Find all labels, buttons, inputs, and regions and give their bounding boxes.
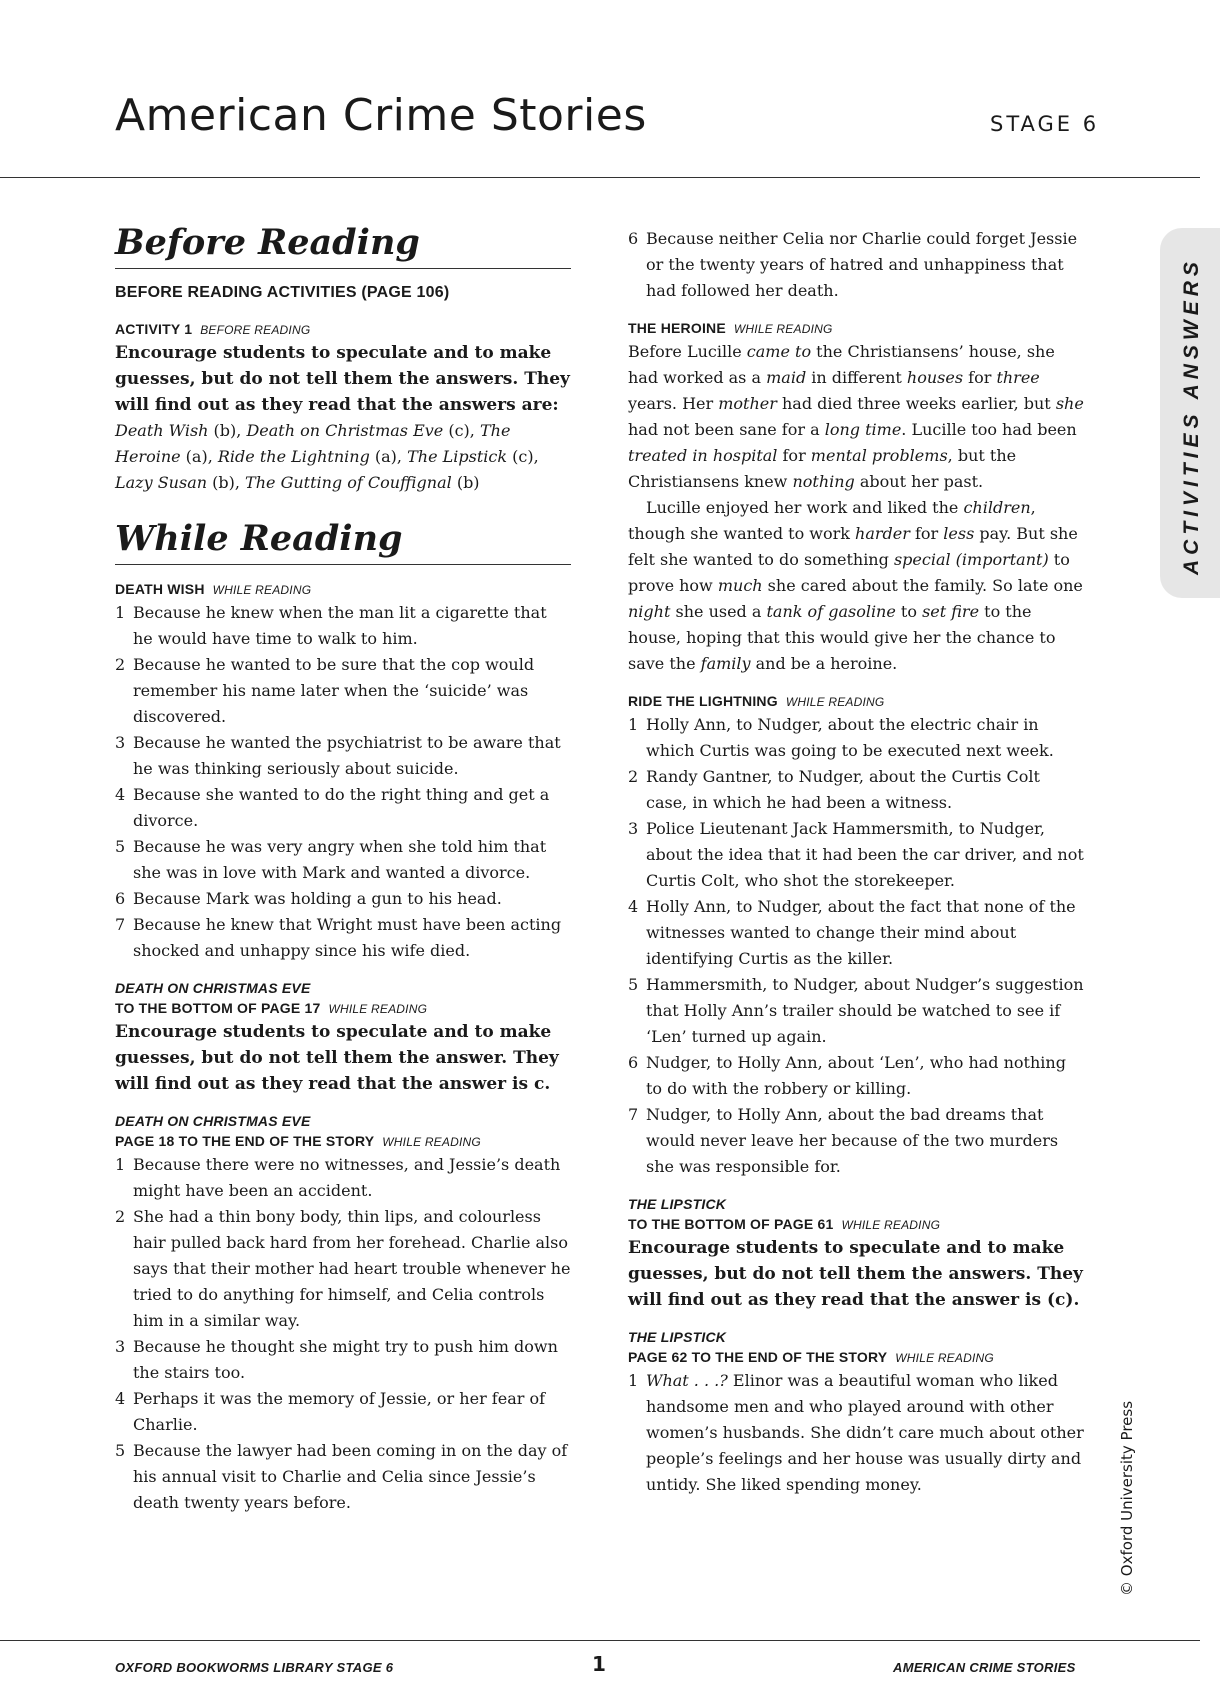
lipstick-a-range-text: TO THE BOTTOM OF PAGE 61: [628, 1216, 834, 1232]
heroine-section: [628, 318, 1086, 677]
christmas-eve-part2: [115, 1111, 571, 1516]
left-column: [115, 222, 571, 1516]
story-answer: (b),: [208, 421, 247, 440]
footer-series: OXFORD BOOKWORMS LIBRARY STAGE 6: [115, 1660, 394, 1675]
item-number: 5: [115, 1441, 126, 1460]
list-item: [115, 600, 571, 652]
lightning-label: [628, 691, 1086, 712]
lipstick-b-tag: WHILE READING: [895, 1351, 994, 1365]
text-run: to the house, hoping that this would give her the chance to save the: [628, 602, 1056, 673]
story-answer: (b),: [207, 473, 246, 492]
story-title: Lazy Susan: [115, 473, 208, 492]
footer-book-title: AMERICAN CRIME STORIES: [893, 1660, 1076, 1675]
while-reading-heading: While Reading: [115, 518, 571, 565]
item-text: Because he was very angry when she told him that she was in love with Mark and wanted a divorce.: [133, 837, 547, 882]
heroine-tag: WHILE READING: [733, 322, 833, 336]
text-run: had died three weeks earlier, but: [776, 394, 1056, 413]
lipstick-b-title: THE LIPSTICK: [628, 1329, 727, 1345]
item-number: 1: [628, 715, 639, 734]
text-run: to: [895, 602, 923, 621]
lipstick-a-title: THE LIPSTICK: [628, 1196, 727, 1212]
story-title: The Gutting of Couffignal: [245, 473, 452, 492]
text-run: , but the Christiansens knew: [628, 446, 1017, 491]
death-wish-answers: [115, 600, 571, 964]
answer-word: set fire: [922, 602, 980, 621]
story-title: Ride the Lightning: [217, 447, 370, 466]
answer-word: night: [628, 602, 671, 621]
answer-word: children: [963, 498, 1031, 517]
text-run: for: [777, 446, 811, 465]
list-item: [115, 730, 571, 782]
text-run: for: [963, 368, 997, 387]
activity-1-label: [115, 319, 571, 340]
item-text: Because there were no witnesses, and Jessie’s death might have been an accident.: [133, 1155, 561, 1200]
lipstick-b-range: [628, 1347, 1086, 1368]
activity-1-answers: [115, 418, 571, 496]
christmas-a-tag: WHILE READING: [328, 1002, 428, 1016]
before-reading-subheading: BEFORE READING ACTIVITIES (PAGE 106): [115, 284, 450, 301]
story-answer: (a),: [180, 447, 218, 466]
lightning-answers: [628, 712, 1086, 1180]
list-item: [628, 712, 1086, 764]
item-text: Perhaps it was the memory of Jessie, or her fear of Charlie.: [133, 1389, 546, 1434]
item-text: Police Lieutenant Jack Hammersmith, to Nudger, about the idea that it had been the car driver, and not Curtis Colt, who shot the storekeeper.: [646, 819, 1084, 890]
lipstick-a-tag: WHILE READING: [841, 1218, 941, 1232]
answer-word: less: [943, 524, 975, 543]
christmas-a-range-text: TO THE BOTTOM OF PAGE 17: [115, 1000, 321, 1016]
item-number: 4: [628, 897, 639, 916]
text-run: for: [909, 524, 944, 543]
text-run: , though she wanted to work: [628, 498, 1036, 543]
lipstick-b-range-text: PAGE 62 TO THE END OF THE STORY: [628, 1349, 888, 1365]
right-column: [628, 226, 1086, 1498]
activity-1-title: ACTIVITY 1: [115, 321, 193, 337]
list-item: [115, 1386, 571, 1438]
footer-divider: [0, 1640, 1200, 1641]
lipstick-part1: [628, 1194, 1086, 1313]
lipstick-b-answers: [628, 1368, 1086, 1498]
list-item: [115, 1152, 571, 1204]
item-number: 5: [628, 975, 639, 994]
heroine-paragraph-2: [628, 495, 1086, 677]
page-number: 1: [592, 1652, 606, 1676]
story-answer: (c),: [507, 447, 539, 466]
item-number: 2: [628, 767, 639, 786]
text-run: in different: [806, 368, 907, 387]
lightning-tag: WHILE READING: [785, 695, 885, 709]
list-item: [115, 782, 571, 834]
item-number: 3: [115, 1337, 126, 1356]
answer-word: mental problems: [810, 446, 948, 465]
answer-word: mother: [718, 394, 777, 413]
story-answer: (a),: [369, 447, 408, 466]
text-run: about her past.: [854, 472, 984, 491]
item-number: 6: [628, 229, 639, 248]
story-title: The Heroine: [115, 421, 511, 466]
christmas-eve-part1: [115, 978, 571, 1097]
item-number: 1: [115, 1155, 126, 1174]
side-tab-label: ACTIVITIES ANSWERS: [1180, 257, 1203, 575]
list-item: [115, 912, 571, 964]
item-number: 3: [115, 733, 126, 752]
text-run: Before Lucille: [628, 342, 747, 361]
answer-word: harder: [855, 524, 910, 543]
item-number: 6: [115, 889, 126, 908]
list-item: [628, 816, 1086, 894]
item-number: 1: [628, 1371, 639, 1390]
item-text: Because he wanted to be sure that the cop would remember his name later when the ‘suicide’ was discovered.: [133, 655, 535, 726]
story-title: Death on Christmas Eve: [246, 421, 444, 440]
list-item: [115, 652, 571, 730]
answer-word: three: [996, 368, 1040, 387]
list-item: [115, 1204, 571, 1334]
story-answer: (c),: [443, 421, 480, 440]
item-text: Randy Gantner, to Nudger, about the Curtis Colt case, in which he had been a witness.: [646, 767, 1040, 812]
text-run: Lucille enjoyed her work and liked the: [646, 498, 964, 517]
list-item: [115, 1438, 571, 1516]
item-lead: What . . .?: [646, 1371, 728, 1390]
item-text: Because Mark was holding a gun to his head.: [133, 889, 502, 908]
text-run: she cared about the family. So late one: [762, 576, 1083, 595]
story-answer: (b): [451, 473, 480, 492]
story-title: Death Wish: [115, 421, 209, 440]
answer-word: treated in hospital: [628, 446, 778, 465]
christmas-b-range-text: PAGE 18 TO THE END OF THE STORY: [115, 1133, 375, 1149]
activity-1-tag: BEFORE READING: [200, 323, 311, 337]
item-text: Because he knew that Wright must have been acting shocked and unhappy since his wife died.: [133, 915, 562, 960]
list-item: [628, 764, 1086, 816]
lipstick-a-range: [628, 1214, 1086, 1235]
lightning-section: [628, 691, 1086, 1180]
page-title: American Crime Stories: [115, 90, 647, 141]
list-item: [628, 972, 1086, 1050]
death-wish-tag: WHILE READING: [212, 583, 312, 597]
text-run: she used a: [670, 602, 767, 621]
activity-1-instruction: Encourage students to speculate and to make guesses, but do not tell them the answers. They will find out as they read that the answers are:: [115, 343, 570, 415]
christmas-a-instruction: Encourage students to speculate and to make guesses, but do not tell them the answer. They will find out as they read that the answer is c.: [115, 1022, 559, 1094]
text-run: had not been sane for a: [628, 420, 825, 439]
item-number: 3: [628, 819, 639, 838]
copyright-notice: © Oxford University Press: [1118, 1400, 1136, 1596]
christmas-a-range: [115, 998, 571, 1019]
christmas-b-answers-continued: [628, 226, 1086, 304]
activity-1: [115, 319, 571, 496]
item-text: Elinor was a beautiful woman who liked handsome men and who played around with other women’s husbands. She didn’t care much about other people’s feelings and her house was usually dirty and untidy. She liked spending money.: [646, 1371, 1084, 1494]
item-text: Nudger, to Holly Ann, about the bad dreams that would never leave her because of the two murders she was responsible for.: [646, 1105, 1059, 1176]
answer-word: nothing: [792, 472, 855, 491]
item-text: Because he knew when the man lit a cigarette that he would have time to walk to him.: [133, 603, 547, 648]
item-number: 4: [115, 785, 126, 804]
text-run: pay. But she felt she wanted to do something: [628, 524, 1078, 569]
item-text: She had a thin bony body, thin lips, and colourless hair pulled back hard from her forehead. Charlie also says that their mother had heart trouble whenever he tried to do anything for himself, and Celia controls him in a similar way.: [133, 1207, 571, 1330]
list-item: [628, 1368, 1086, 1498]
story-title: The Lipstick: [407, 447, 508, 466]
answer-word: she: [1055, 394, 1084, 413]
item-number: 7: [628, 1105, 639, 1124]
item-text: Nudger, to Holly Ann, about ‘Len’, who had nothing to do with the robbery or killing.: [646, 1053, 1066, 1098]
christmas-b-answers: [115, 1152, 571, 1516]
list-item: [628, 894, 1086, 972]
item-number: 6: [628, 1053, 639, 1072]
christmas-a-title: DEATH ON CHRISTMAS EVE: [115, 980, 311, 996]
item-text: Because she wanted to do the right thing and get a divorce.: [133, 785, 550, 830]
christmas-b-range: [115, 1131, 571, 1152]
lightning-title: RIDE THE LIGHTNING: [628, 693, 778, 709]
death-wish-title: DEATH WISH: [115, 581, 205, 597]
text-run: and be a heroine.: [750, 654, 898, 673]
item-number: 7: [115, 915, 126, 934]
answer-word: much: [717, 576, 763, 595]
christmas-b-tag: WHILE READING: [382, 1135, 481, 1149]
death-wish-label: [115, 579, 571, 600]
header-divider: [0, 177, 1200, 178]
heroine-title: THE HEROINE: [628, 320, 726, 336]
death-wish-section: [115, 579, 571, 964]
list-item: [628, 1050, 1086, 1102]
text-run: to prove how: [628, 550, 1070, 595]
item-text: Because he wanted the psychiatrist to be aware that he was thinking seriously about suicide.: [133, 733, 561, 778]
list-item: [115, 834, 571, 886]
lipstick-a-instruction: Encourage students to speculate and to make guesses, but do not tell them the answers. They will find out as they read that the answer is (c).: [628, 1238, 1083, 1310]
item-number: 2: [115, 655, 126, 674]
stage-label: STAGE 6: [990, 112, 1100, 136]
heroine-label: [628, 318, 1086, 339]
item-number: 1: [115, 603, 126, 622]
heroine-paragraph-1: [628, 339, 1086, 495]
text-run: years. Her: [628, 394, 719, 413]
item-number: 2: [115, 1207, 126, 1226]
list-item: [628, 1102, 1086, 1180]
list-item: [115, 1334, 571, 1386]
christmas-b-title: DEATH ON CHRISTMAS EVE: [115, 1113, 311, 1129]
item-text: Because neither Celia nor Charlie could forget Jessie or the twenty years of hatred and unhappiness that had followed her death.: [646, 229, 1078, 300]
answer-word: maid: [766, 368, 807, 387]
list-item: [628, 226, 1086, 304]
item-text: Holly Ann, to Nudger, about the electric chair in which Curtis was going to be executed next week.: [646, 715, 1054, 760]
answer-word: special (important): [893, 550, 1049, 569]
answer-word: long time: [824, 420, 902, 439]
text-run: . Lucille too had been: [901, 420, 1077, 439]
lipstick-part2: [628, 1327, 1086, 1498]
answer-word: houses: [906, 368, 964, 387]
item-text: Because he thought she might try to push him down the stairs too.: [133, 1337, 558, 1382]
item-text: Because the lawyer had been coming in on the day of his annual visit to Charlie and Celia since Jessie’s death twenty years before.: [133, 1441, 568, 1512]
item-text: Holly Ann, to Nudger, about the fact that none of the witnesses wanted to change their mind about identifying Curtis as the killer.: [646, 897, 1076, 968]
list-item: [115, 886, 571, 912]
item-number: 4: [115, 1389, 126, 1408]
answer-word: came to: [746, 342, 812, 361]
item-text: Hammersmith, to Nudger, about Nudger’s suggestion that Holly Ann’s trailer should be watched to see if ‘Len’ turned up again.: [646, 975, 1084, 1046]
item-number: 5: [115, 837, 126, 856]
before-reading-heading: Before Reading: [115, 222, 571, 269]
answer-word: tank of gasoline: [766, 602, 896, 621]
answer-word: family: [700, 654, 751, 673]
text-run: the Christiansens’ house, she had worked as a: [628, 342, 1055, 387]
